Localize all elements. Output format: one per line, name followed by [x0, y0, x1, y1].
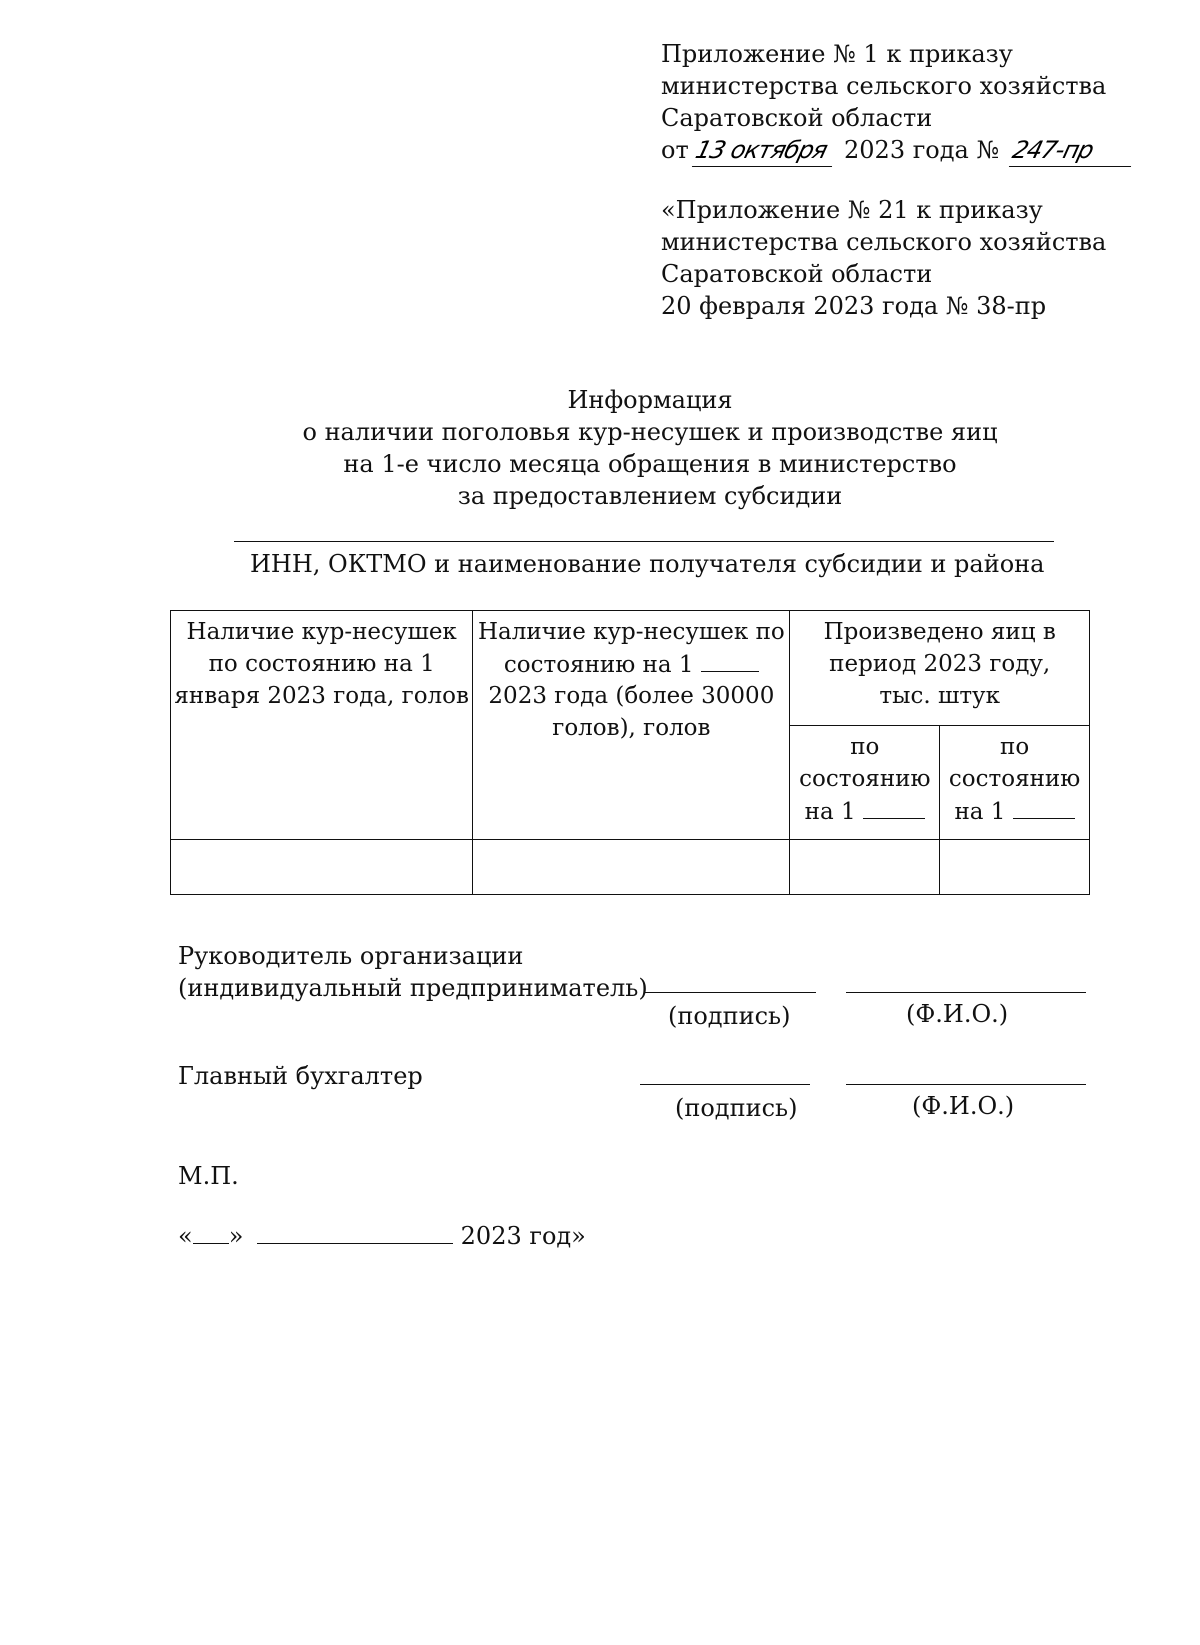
col2-line2-wrap	[475, 649, 787, 681]
sub2-line1: по	[1000, 733, 1030, 760]
head-block	[178, 940, 648, 1004]
head-fio-line	[846, 992, 1086, 993]
sub2-line3-wrap	[942, 796, 1087, 828]
col2-date-blank	[701, 649, 759, 672]
handwritten-number: 247-пр	[1009, 134, 1139, 167]
sub2-line3: на 1	[954, 798, 1006, 825]
document-title	[0, 384, 1200, 512]
col3-line3: тыс. штук	[879, 683, 1000, 709]
data-cell-2	[473, 840, 790, 895]
sub2-line2: состоянию	[948, 765, 1081, 792]
accountant-fio-line	[846, 1084, 1086, 1085]
date-line	[178, 1220, 586, 1252]
head-signature-line	[644, 992, 816, 993]
head-line1: Руководитель организации	[178, 942, 524, 970]
sub1-line3: на 1	[804, 798, 856, 825]
year-text: 2023 года №	[844, 136, 1000, 164]
sub1-date-blank	[863, 796, 925, 819]
appendix-new-line2: министерства сельского хозяйства	[661, 72, 1107, 100]
data-cell-4	[940, 840, 1090, 895]
title-line4: за предоставлением субсидии	[457, 482, 843, 510]
head-line2: (индивидуальный предприниматель)	[178, 974, 648, 1002]
data-cell-1	[171, 840, 473, 895]
appendix-old-line1: «Приложение № 21 к приказу	[661, 196, 1043, 224]
col2-line2: состоянию на 1	[503, 652, 694, 678]
recipient-underline	[234, 541, 1054, 542]
appendix-new-block	[661, 38, 1135, 166]
date-open-quote: «	[178, 1222, 193, 1250]
header-eggs-sub2	[940, 725, 1090, 840]
head-signature-label: (подпись)	[668, 1002, 791, 1030]
from-prefix: от	[661, 136, 689, 164]
title-line3: на 1-е число месяца обращения в министерство	[343, 450, 957, 478]
col3-line1: Произведено яиц в	[823, 619, 1056, 645]
appendix-old-line2: министерства сельского хозяйства	[661, 228, 1107, 256]
accountant-fio-label: (Ф.И.О.)	[912, 1092, 1015, 1120]
col2-line1: Наличие кур-несушек по	[477, 619, 785, 645]
appendix-old-line3: Саратовской области	[661, 260, 933, 288]
poultry-table	[170, 610, 1090, 895]
appendix-new-line3: Саратовской области	[661, 104, 933, 132]
header-hens-date	[473, 611, 790, 840]
date-year: 2023 год»	[460, 1222, 586, 1250]
appendix-new-date-line	[661, 134, 1135, 166]
day-blank	[193, 1221, 229, 1244]
col2-line4: голов), голов	[552, 715, 711, 741]
sub1-line2: состоянию	[799, 765, 931, 792]
recipient-caption: ИНН, ОКТМО и наименование получателя субсидии и района	[250, 550, 1045, 578]
col1-line2: по состоянию на 1	[208, 651, 435, 677]
sub2-date-blank	[1013, 796, 1075, 819]
date-close-quote: »	[228, 1222, 244, 1250]
col1-line1: Наличие кур-несушек	[186, 619, 457, 645]
sub1-line3-wrap	[792, 796, 937, 828]
data-cell-3	[790, 840, 940, 895]
header-eggs-produced	[790, 611, 1090, 726]
sub1-line1: по	[850, 733, 880, 760]
chief-accountant-label: Главный бухгалтер	[178, 1062, 423, 1090]
head-fio-label: (Ф.И.О.)	[906, 1000, 1009, 1028]
accountant-signature-label: (подпись)	[675, 1094, 798, 1122]
appendix-old-block	[661, 194, 1106, 322]
appendix-new-line1: Приложение № 1 к приказу	[661, 40, 1013, 68]
seal-label: М.П.	[178, 1162, 239, 1190]
handwritten-date: 13 октября	[692, 134, 840, 167]
col1-line3: января 2023 года, голов	[174, 683, 469, 709]
month-blank	[257, 1221, 453, 1244]
col2-line3: 2023 года (более 30000	[488, 683, 775, 709]
title-line2: о наличии поголовья кур-несушек и производстве яиц	[302, 418, 998, 446]
title-line1: Информация	[567, 386, 733, 414]
appendix-old-line4: 20 февраля 2023 года № 38-пр	[661, 292, 1047, 320]
header-hens-january	[171, 611, 473, 840]
header-eggs-sub1	[790, 725, 940, 840]
accountant-signature-line	[640, 1084, 810, 1085]
col3-line2: период 2023 году,	[829, 651, 1051, 677]
